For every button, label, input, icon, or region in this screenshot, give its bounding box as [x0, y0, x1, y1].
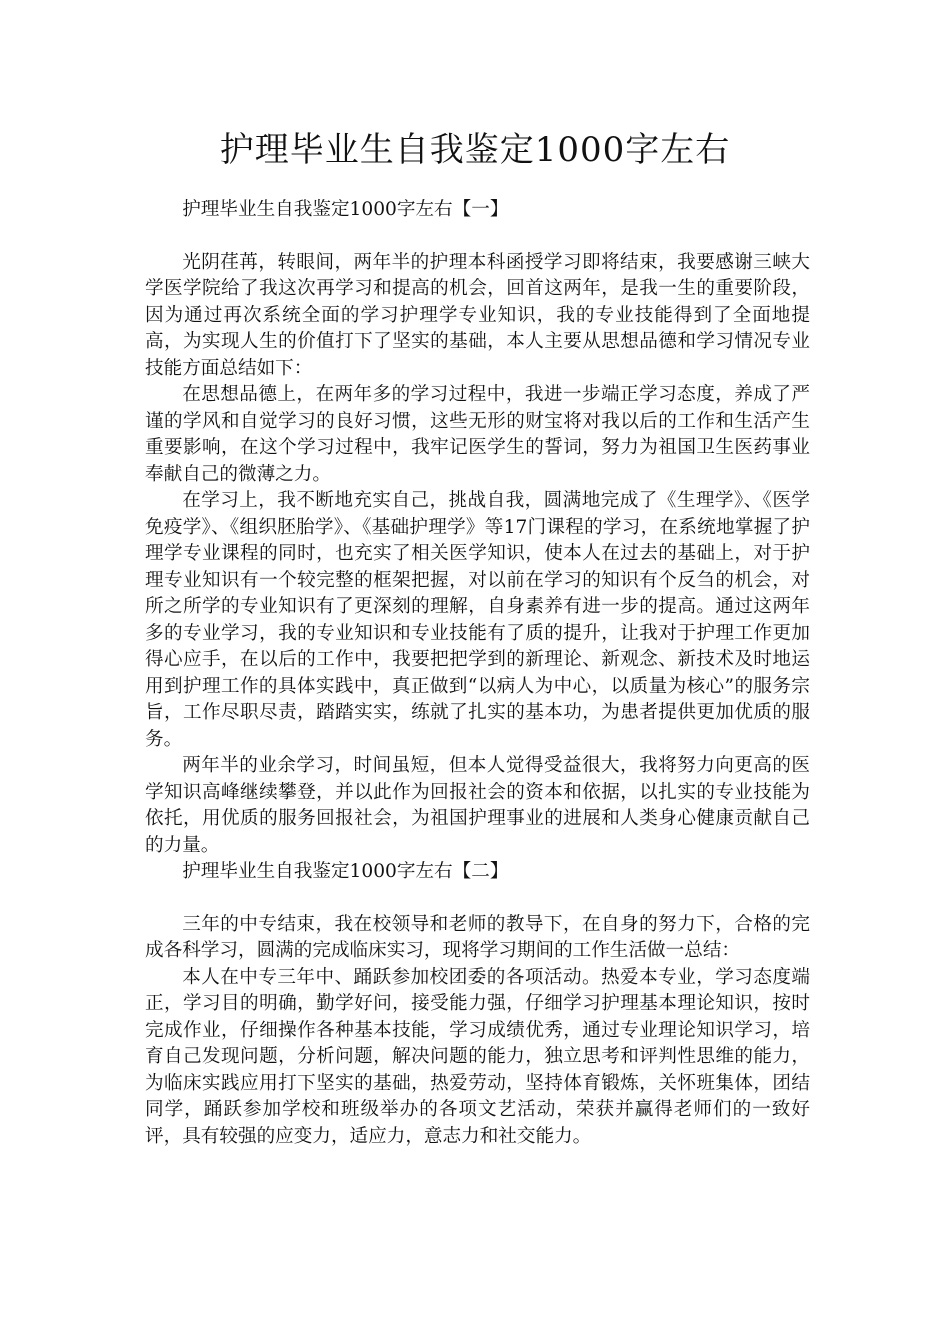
document-body [145, 197, 810, 1150]
section-heading-1: 护理毕业生自我鉴定1000字左右【一】 [182, 199, 509, 220]
section-heading-2: 护理毕业生自我鉴定1000字左右【二】 [182, 861, 509, 882]
section-spacer [145, 886, 810, 912]
paragraph: 光阴荏苒，转眼间，两年半的护理本科函授学习即将结束，我要感谢三峡大学医学院给了我这次再学习和提高的机会，回首这两年，是我一生的重要阶段，因为通过再次系统全面的学习护理学专业知识，我的专业技能得到了全面地提高，为实现人生的价值打下了坚实的基础，本人主要从思想品德和学习情况专业技能方面总结如下： [145, 251, 810, 379]
document-title: 护理毕业生自我鉴定1000字左右 [219, 130, 731, 170]
paragraph: 三年的中专结束，我在校领导和老师的教导下，在自身的努力下，合格的完成各科学习，圆满的完成临床实习，现将学习期间的工作生活做一总结： [145, 913, 810, 961]
paragraph: 在思想品德上，在两年多的学习过程中，我进一步端正学习态度，养成了严谨的学风和自觉学习的良好习惯，这些无形的财宝将对我以后的工作和生活产生重要影响，在这个学习过程中，我牢记医学生的誓词，努力为祖国卫生医药事业奉献自己的微薄之力。 [145, 384, 810, 485]
section-spacer [145, 224, 810, 250]
paragraph: 在学习上，我不断地充实自己，挑战自我，圆满地完成了《生理学》、《医学免疫学》、《组织胚胎学》、《基础护理学》等17门课程的学习，在系统地掌握了护理学专业课程的同时，也充实了相关医学知识，使本人在过去的基础上，对于护理专业知识有一个较完整的框架把握，对以前在学习的知识有个反刍的机会，对所之所学的专业知识有了更深刻的理解，自身素养有进一步的提高。通过这两年多的专业学习，我的专业知识和专业技能有了质的提升，让我对于护理工作更加得心应手，在以后的工作中，我要把把学到的新理论、新观念、新技术及时地运用到护理工作的具体实践中，真正做到“以病人为中心，以质量为核心”的服务宗旨，工作尽职尽责，踏踏实实，练就了扎实的基本功，为患者提供更加优质的服务。 [145, 490, 810, 750]
paragraph: 两年半的业余学习，时间虽短，但本人觉得受益很大，我将努力向更高的医学知识高峰继续攀登，并以此作为回报社会的资本和依据，以扎实的专业技能为依托，用优质的服务回报社会，为祖国护理事业的进展和人类身心健康贡献自己的力量。 [145, 755, 810, 856]
paragraph: 本人在中专三年中、踊跃参加校团委的各项活动。热爱本专业，学习态度端正，学习目的明确，勤学好问，接受能力强，仔细学习护理基本理论知识，按时完成作业，仔细操作各种基本技能，学习成绩优秀，通过专业理论知识学习，培育自己发现问题，分析问题，解决问题的能力，独立思考和评判性思维的能力，为临床实践应用打下坚实的基础，热爱劳动，坚持体育锻炼，关怀班集体，团结同学，踊跃参加学校和班级举办的各项文艺活动，荣获并赢得老师们的一致好评，具有较强的应变力，适应力，意志力和社交能力。 [145, 966, 810, 1147]
